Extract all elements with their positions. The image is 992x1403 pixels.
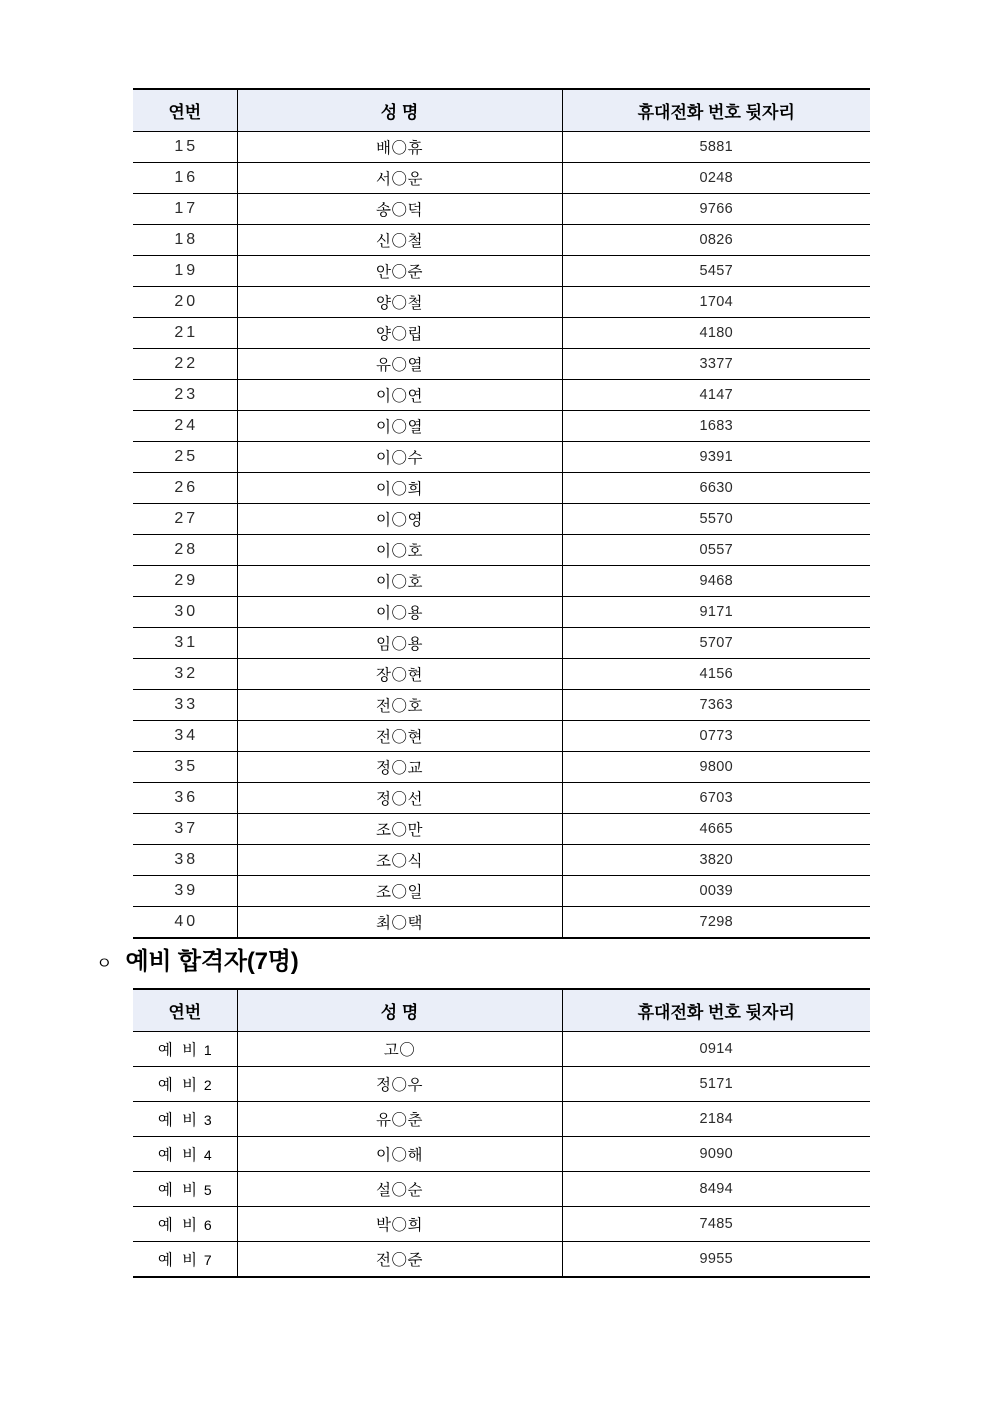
cell-name: 양〇철 [237,287,562,318]
reserve-label-prefix: 예 비 [157,1147,200,1164]
cell-sequence-number: 30 [133,597,237,628]
cell-name: 전〇준 [237,1242,562,1278]
cell-phone-last4: 0248 [562,163,870,194]
table-row [133,814,870,845]
table-row [133,535,870,566]
cell-name: 신〇철 [237,225,562,256]
table-row [133,504,870,535]
cell-name: 이〇용 [237,597,562,628]
cell-name: 최〇택 [237,907,562,939]
cell-name: 조〇만 [237,814,562,845]
cell-phone-last4: 1683 [562,411,870,442]
cell-phone-last4: 5457 [562,256,870,287]
cell-phone-last4: 0826 [562,225,870,256]
column-header-phone: 휴대전화 번호 뒷자리 [562,989,870,1032]
reserve-section-title: 예비 합격자(7명) [125,948,299,975]
reserve-pass-list-table [133,988,870,1278]
cell-phone-last4: 4180 [562,318,870,349]
cell-name: 배〇휴 [237,132,562,163]
cell-name: 전〇호 [237,690,562,721]
table-row [133,1137,870,1172]
table-row [133,380,870,411]
cell-name: 정〇교 [237,752,562,783]
cell-phone-last4: 7363 [562,690,870,721]
table-row [133,845,870,876]
cell-name: 이〇수 [237,442,562,473]
cell-sequence-number: 35 [133,752,237,783]
table-row [133,1242,870,1278]
cell-name: 박〇희 [237,1207,562,1242]
cell-phone-last4: 8494 [562,1172,870,1207]
cell-sequence-number: 32 [133,659,237,690]
cell-phone-last4: 3377 [562,349,870,380]
table-row [133,690,870,721]
reserve-pass-list-table-block [133,988,870,1278]
table-row [133,628,870,659]
table-header-row [133,89,870,132]
cell-phone-last4: 4665 [562,814,870,845]
cell-phone-last4: 0557 [562,535,870,566]
reserve-label-prefix: 예 비 [157,1112,200,1129]
cell-name: 설〇순 [237,1172,562,1207]
cell-name: 안〇준 [237,256,562,287]
table-row [133,287,870,318]
table-row [133,1172,870,1207]
cell-phone-last4: 9391 [562,442,870,473]
cell-phone-last4: 7298 [562,907,870,939]
cell-name: 이〇호 [237,535,562,566]
cell-phone-last4: 5171 [562,1067,870,1102]
cell-sequence-number: 21 [133,318,237,349]
cell-name: 유〇춘 [237,1102,562,1137]
reserve-label-index: 2 [203,1077,212,1093]
cell-sequence-number: 19 [133,256,237,287]
table-row [133,783,870,814]
table-row [133,318,870,349]
reserve-label-index: 7 [203,1252,212,1268]
reserve-label-index: 1 [203,1042,212,1058]
table-row [133,876,870,907]
cell-name: 이〇희 [237,473,562,504]
table-row [133,256,870,287]
cell-reserve-label [133,1242,237,1278]
cell-phone-last4: 4156 [562,659,870,690]
cell-name: 정〇선 [237,783,562,814]
cell-name: 장〇현 [237,659,562,690]
cell-sequence-number: 34 [133,721,237,752]
cell-phone-last4: 0039 [562,876,870,907]
reserve-table-header [133,989,870,1032]
cell-sequence-number: 29 [133,566,237,597]
cell-phone-last4: 5707 [562,628,870,659]
cell-sequence-number: 36 [133,783,237,814]
cell-name: 전〇현 [237,721,562,752]
cell-phone-last4: 0914 [562,1032,870,1067]
table-row [133,442,870,473]
table-row [133,1102,870,1137]
reserve-section-heading [96,941,299,976]
reserve-label-prefix: 예 비 [157,1217,200,1234]
cell-phone-last4: 4147 [562,380,870,411]
cell-sequence-number: 38 [133,845,237,876]
cell-name: 이〇열 [237,411,562,442]
bullet-circle-icon: ㅇ [96,954,113,973]
table-header-row [133,989,870,1032]
cell-name: 고〇 [237,1032,562,1067]
cell-reserve-label [133,1102,237,1137]
cell-name: 송〇덕 [237,194,562,225]
cell-sequence-number: 15 [133,132,237,163]
cell-sequence-number: 31 [133,628,237,659]
cell-name: 조〇식 [237,845,562,876]
cell-reserve-label [133,1172,237,1207]
table-row [133,349,870,380]
reserve-label-index: 6 [203,1217,212,1233]
cell-phone-last4: 9766 [562,194,870,225]
table-row [133,194,870,225]
cell-name: 유〇열 [237,349,562,380]
table-row [133,132,870,163]
cell-phone-last4: 6703 [562,783,870,814]
cell-sequence-number: 18 [133,225,237,256]
column-header-no: 연번 [133,989,237,1032]
cell-sequence-number: 23 [133,380,237,411]
cell-reserve-label [133,1207,237,1242]
table-row [133,566,870,597]
cell-name: 정〇우 [237,1067,562,1102]
cell-phone-last4: 9955 [562,1242,870,1278]
cell-name: 양〇립 [237,318,562,349]
table-row [133,1032,870,1067]
column-header-name: 성 명 [237,89,562,132]
cell-phone-last4: 2184 [562,1102,870,1137]
table-row [133,1067,870,1102]
cell-sequence-number: 28 [133,535,237,566]
column-header-phone: 휴대전화 번호 뒷자리 [562,89,870,132]
cell-sequence-number: 37 [133,814,237,845]
cell-reserve-label [133,1137,237,1172]
cell-name: 이〇해 [237,1137,562,1172]
table-row [133,659,870,690]
cell-sequence-number: 25 [133,442,237,473]
reserve-label-index: 4 [203,1147,212,1163]
cell-phone-last4: 1704 [562,287,870,318]
column-header-no: 연번 [133,89,237,132]
cell-sequence-number: 17 [133,194,237,225]
cell-phone-last4: 5570 [562,504,870,535]
table-row [133,163,870,194]
column-header-name: 성 명 [237,989,562,1032]
reserve-label-index: 3 [203,1112,212,1128]
table-row [133,225,870,256]
main-pass-list-table [133,88,870,939]
main-table-header [133,89,870,132]
table-row [133,597,870,628]
cell-sequence-number: 27 [133,504,237,535]
cell-phone-last4: 3820 [562,845,870,876]
cell-name: 이〇연 [237,380,562,411]
reserve-label-prefix: 예 비 [157,1182,200,1199]
cell-reserve-label [133,1032,237,1067]
cell-sequence-number: 24 [133,411,237,442]
cell-name: 서〇운 [237,163,562,194]
reserve-label-prefix: 예 비 [157,1077,200,1094]
cell-phone-last4: 9171 [562,597,870,628]
cell-name: 이〇호 [237,566,562,597]
reserve-table-body [133,1032,870,1278]
table-row [133,1207,870,1242]
reserve-label-prefix: 예 비 [157,1252,200,1269]
cell-phone-last4: 9800 [562,752,870,783]
cell-name: 조〇일 [237,876,562,907]
table-row [133,752,870,783]
table-row [133,907,870,939]
table-row [133,473,870,504]
cell-phone-last4: 9468 [562,566,870,597]
cell-phone-last4: 6630 [562,473,870,504]
cell-sequence-number: 20 [133,287,237,318]
table-row [133,411,870,442]
reserve-label-prefix: 예 비 [157,1042,200,1059]
main-table-body [133,132,870,939]
reserve-label-index: 5 [203,1182,212,1198]
table-row [133,721,870,752]
cell-sequence-number: 39 [133,876,237,907]
cell-name: 이〇영 [237,504,562,535]
cell-sequence-number: 26 [133,473,237,504]
cell-name: 임〇용 [237,628,562,659]
cell-sequence-number: 40 [174,913,199,930]
cell-phone-last4: 0773 [562,721,870,752]
cell-sequence-number: 33 [133,690,237,721]
main-pass-list-table-block [133,88,870,939]
cell-sequence-number: 16 [133,163,237,194]
cell-reserve-label [133,1067,237,1102]
cell-phone-last4: 7485 [562,1207,870,1242]
cell-phone-last4: 9090 [562,1137,870,1172]
cell-phone-last4: 5881 [562,132,870,163]
cell-sequence-number: 22 [133,349,237,380]
